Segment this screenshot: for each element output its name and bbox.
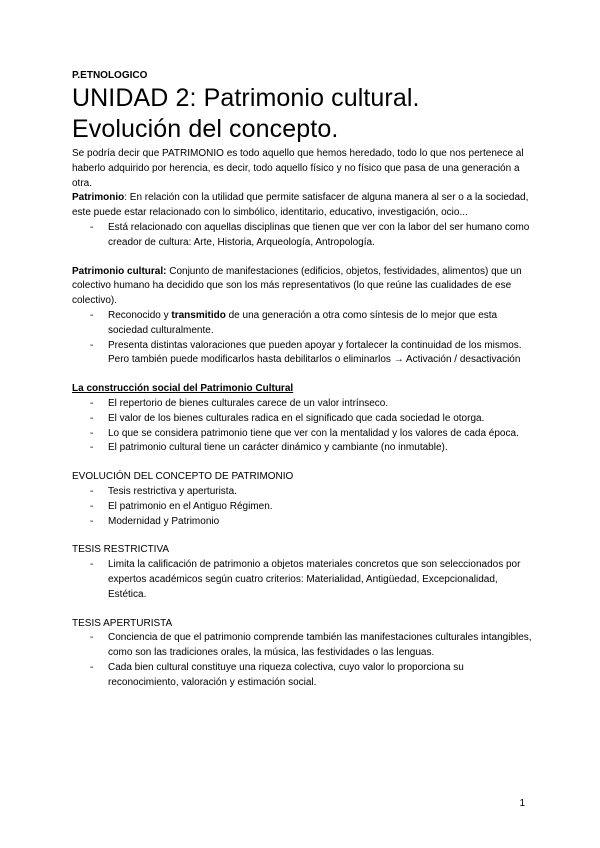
list-item: - Modernidad y Patrimonio: [72, 515, 532, 530]
title-line-2: Evolución del concepto.: [72, 115, 339, 143]
page-number: 1: [519, 798, 525, 809]
list-item-text: Reconocido y: [108, 309, 172, 321]
list-item: - Lo que se considera patrimonio tiene que ver con la mentalidad y los valores de cada época.: [72, 427, 532, 442]
section-heading-aperturista: TESIS APERTURISTA: [72, 617, 173, 629]
page-title: [72, 83, 532, 145]
patrimonio-cultural-list: [72, 309, 532, 368]
list-item-text: de una generación a otra como síntesis de lo mejor que esta sociedad culturalmente.: [108, 309, 498, 336]
list-item: - Está relacionado con aquellas disciplinas que tienen que ver con la labor del ser humano como creador de cultura: Arte, Historia, Arqueología, Antropología.: [72, 221, 532, 251]
patrimonio-list: [72, 221, 532, 251]
patrimonio-definition: : En relación con la utilidad que permite satisfacer de alguna manera al ser o a la sociedad, este puede estar relacionado con lo simbólico, identitario, educativo, investigación, ocio...: [72, 192, 529, 219]
list-item: - El repertorio de bienes culturales carece de un valor intrínseco.: [72, 397, 532, 412]
section-heading-construccion: La construcción social del Patrimonio Cultural: [72, 383, 294, 395]
patrimonio-cultural-term: Patrimonio cultural:: [72, 265, 167, 277]
course-label: P.ETNOLOGICO: [72, 70, 148, 81]
list-item: - Limita la calificación de patrimonio a objetos materiales concretos que son seleccionados por expertos académicos según cuatro criterios: Materialidad, Antigüedad, Excepcionalidad, Estética.: [72, 558, 532, 602]
list-item: - Cada bien cultural constituye una riqueza colectiva, cuyo valor lo proporciona su reconocimiento, valoración y estimación social.: [72, 661, 532, 691]
list-item: [72, 309, 532, 339]
restrictiva-list: [72, 558, 532, 602]
list-item: - El patrimonio en el Antiguo Régimen.: [72, 500, 532, 515]
list-item: - Conciencia de que el patrimonio comprende también las manifestaciones culturales intangibles, como son las tradiciones orales, la música, las festividades o las lenguas.: [72, 631, 532, 661]
list-item: - El patrimonio cultural tiene un carácter dinámico y cambiante (no inmutable).: [72, 441, 532, 456]
patrimonio-cultural-paragraph: [72, 265, 532, 309]
patrimonio-cultural-definition: Conjunto de manifestaciones (edificios, objetos, festividades, alimentos) que un colectivo humano ha decidido que son los más representativos (lo que reúne las cualidades de ese colectivo).: [72, 265, 522, 307]
evolucion-list: [72, 485, 532, 529]
construccion-list: [72, 397, 532, 456]
aperturista-list: [72, 631, 532, 690]
section-heading-evolucion: EVOLUCIÓN DEL CONCEPTO DE PATRIMONIO: [72, 471, 294, 483]
list-item: - Presenta distintas valoraciones que pueden apoyar y fortalecer la continuidad de los mismos. Pero también puede modificarlos hasta debilitarlos o eliminarlos → Activación / desactivación: [72, 339, 532, 369]
list-item-emphasis: transmitido: [171, 309, 226, 321]
list-item: - El valor de los bienes culturales radica en el significado que cada sociedad le otorga.: [72, 412, 532, 427]
intro-paragraph: Se podría decir que PATRIMONIO es todo aquello que hemos heredado, todo lo que nos pertenece al haberlo adquirido por herencia, es decir, todo aquello físico y no físico que pasa de una generación a otra.: [72, 148, 524, 189]
patrimonio-paragraph: [72, 191, 532, 221]
section-heading-restrictiva: TESIS RESTRICTIVA: [72, 544, 170, 556]
list-item: - Tesis restrictiva y aperturista.: [72, 485, 532, 500]
patrimonio-term: Patrimonio: [72, 192, 125, 204]
document-page: [72, 70, 532, 691]
title-line-1: UNIDAD 2: Patrimonio cultural.: [72, 84, 420, 112]
